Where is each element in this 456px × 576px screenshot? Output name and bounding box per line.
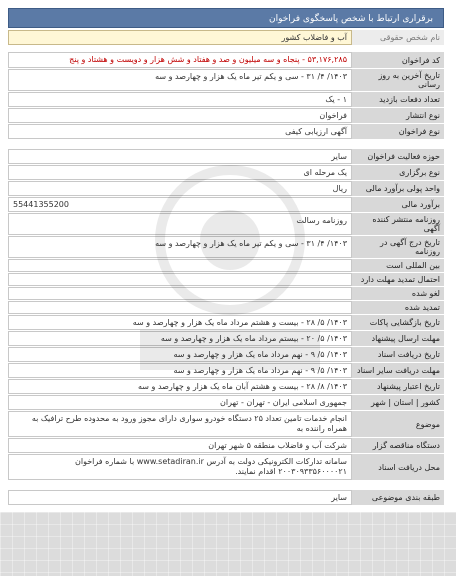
org-value: آب و فاضلاب کشور bbox=[8, 30, 352, 45]
detail-label: تعداد دفعات بازدید bbox=[352, 92, 444, 107]
detail-label: تاریخ دریافت اسناد bbox=[352, 347, 444, 362]
page-footer-background bbox=[0, 512, 456, 576]
detail-value: سایر bbox=[8, 149, 352, 164]
detail-label: نوع برگزاری bbox=[352, 165, 444, 180]
detail-label: حوزه فعالیت فراخوان bbox=[352, 149, 444, 164]
detail-value: روزنامه رسالت bbox=[8, 213, 352, 235]
detail-value bbox=[8, 301, 352, 314]
detail-row bbox=[8, 273, 444, 286]
detail-label bbox=[352, 140, 444, 148]
detail-label: تاریخ آخرین به روز رسانی bbox=[352, 69, 444, 91]
detail-value: ۱۴۰۳/ ۵/ ۹ - نهم مرداد ماه یک هزار و چهارصد و سه bbox=[8, 363, 352, 378]
detail-row bbox=[8, 438, 444, 453]
detail-row bbox=[8, 108, 444, 123]
detail-row bbox=[8, 315, 444, 330]
detail-label: احتمال تمدید مهلت دارد bbox=[352, 273, 444, 286]
detail-row bbox=[8, 236, 444, 258]
detail-label: محل دریافت اسناد bbox=[352, 454, 444, 480]
detail-value bbox=[8, 481, 352, 489]
detail-label: واحد پولی برآورد مالی bbox=[352, 181, 444, 196]
detail-label: طبقه بندی موضوعی bbox=[352, 490, 444, 505]
detail-label: برآورد مالی bbox=[352, 197, 444, 212]
detail-value: یک مرحله ای bbox=[8, 165, 352, 180]
org-row bbox=[8, 30, 444, 45]
detail-value: 55441355200 bbox=[8, 197, 352, 212]
detail-label: تمدید شده bbox=[352, 301, 444, 314]
detail-row bbox=[8, 490, 444, 505]
detail-label: تاریخ اعتبار پیشنهاد bbox=[352, 379, 444, 394]
detail-value: ۱۴۰۳/ ۴/ ۳۱ - سی و یکم تیر ماه یک هزار و چهارصد و سه bbox=[8, 69, 352, 91]
detail-row bbox=[8, 411, 444, 437]
detail-value: ریال bbox=[8, 181, 352, 196]
detail-row bbox=[8, 287, 444, 300]
detail-value: ۵۳,۱۷۶,۲۸۵ - پنجاه و سه میلیون و صد و هفتاد و شش هزار و دویست و هشتاد و پنج bbox=[8, 52, 352, 68]
detail-row bbox=[8, 454, 444, 480]
detail-label: نوع انتشار bbox=[352, 108, 444, 123]
detail-row bbox=[8, 181, 444, 196]
detail-value: ۱۴۰۳/ ۴/ ۳۱ - سی و یکم تیر ماه یک هزار و چهارصد و سه bbox=[8, 236, 352, 258]
detail-row bbox=[8, 347, 444, 362]
detail-row bbox=[8, 69, 444, 91]
detail-value: سامانه تدارکات الکترونیکی دولت به آدرس www.setadiran.ir با شماره فراخوان ۲۰۰۳۰۹۳۳۵۶۰۰۰۰۲۱ اقدام نمایند. bbox=[8, 454, 352, 480]
detail-value bbox=[8, 287, 352, 300]
detail-label: روزنامه منتشر کننده آگهی bbox=[352, 213, 444, 235]
detail-label: کشور | استان | شهر bbox=[352, 395, 444, 410]
detail-value: ۱۴۰۳/ ۵/ ۲۰ - بیستم مرداد ماه یک هزار و چهارصد و سه bbox=[8, 331, 352, 346]
details-table bbox=[8, 52, 444, 480]
detail-row bbox=[8, 149, 444, 164]
detail-value bbox=[8, 273, 352, 286]
detail-label: تاریخ درج آگهی در روزنامه bbox=[352, 236, 444, 258]
detail-label: بین المللی است bbox=[352, 259, 444, 272]
top-bar bbox=[0, 0, 456, 30]
detail-value: ۱۴۰۳/ ۵/ ۲۸ - بیست و هشتم مرداد ماه یک هزار و چهارصد و سه bbox=[8, 315, 352, 330]
detail-label: مهلت ارسال پیشنهاد bbox=[352, 331, 444, 346]
detail-value: فراخوان bbox=[8, 108, 352, 123]
detail-label: دستگاه مناقصه گزار bbox=[352, 438, 444, 453]
detail-row bbox=[8, 395, 444, 410]
detail-label bbox=[352, 481, 444, 489]
detail-label: مهلت دریافت سایر اسناد bbox=[352, 363, 444, 378]
tender-details bbox=[8, 30, 444, 542]
detail-row bbox=[8, 165, 444, 180]
contact-responder-bar[interactable]: برقراری ارتباط با شخص پاسخگوی فراخوان bbox=[8, 8, 444, 28]
detail-row bbox=[8, 379, 444, 394]
detail-label: تاریخ بازگشایی پاکات bbox=[352, 315, 444, 330]
detail-row bbox=[8, 331, 444, 346]
detail-value bbox=[8, 259, 352, 272]
detail-label: نوع فراخوان bbox=[352, 124, 444, 139]
detail-row bbox=[8, 92, 444, 107]
detail-row bbox=[8, 52, 444, 68]
detail-row bbox=[8, 481, 444, 489]
detail-label: کد فراخوان bbox=[352, 52, 444, 68]
detail-row bbox=[8, 259, 444, 272]
detail-value: انجام خدمات تامین تعداد ۲۵ دستگاه خودرو سواری دارای مجوز ورود به محدوده طرح ترافیک به همراه راننده به bbox=[8, 411, 352, 437]
detail-value: ۱۴۰۳/ ۵/ ۹ - نهم مرداد ماه یک هزار و چهارصد و سه bbox=[8, 347, 352, 362]
detail-value bbox=[8, 140, 352, 148]
detail-row bbox=[8, 213, 444, 235]
detail-row bbox=[8, 140, 444, 148]
detail-value: سایر bbox=[8, 490, 352, 505]
org-label: نام شخص حقوقی bbox=[352, 30, 444, 45]
detail-value: ۱ - یک bbox=[8, 92, 352, 107]
detail-row bbox=[8, 363, 444, 378]
detail-value: آگهی ارزیابی کیفی bbox=[8, 124, 352, 139]
detail-value: ۱۴۰۳/ ۸/ ۲۸ - بیست و هشتم آبان ماه یک هزار و چهارصد و سه bbox=[8, 379, 352, 394]
detail-value: شرکت آب و فاضلاب منطقه ۵ شهر تهران bbox=[8, 438, 352, 453]
detail-label: موضوع bbox=[352, 411, 444, 437]
detail-label: لغو شده bbox=[352, 287, 444, 300]
detail-row bbox=[8, 197, 444, 212]
detail-row bbox=[8, 124, 444, 139]
detail-row bbox=[8, 301, 444, 314]
detail-value: جمهوری اسلامی ایران - تهران - تهران bbox=[8, 395, 352, 410]
